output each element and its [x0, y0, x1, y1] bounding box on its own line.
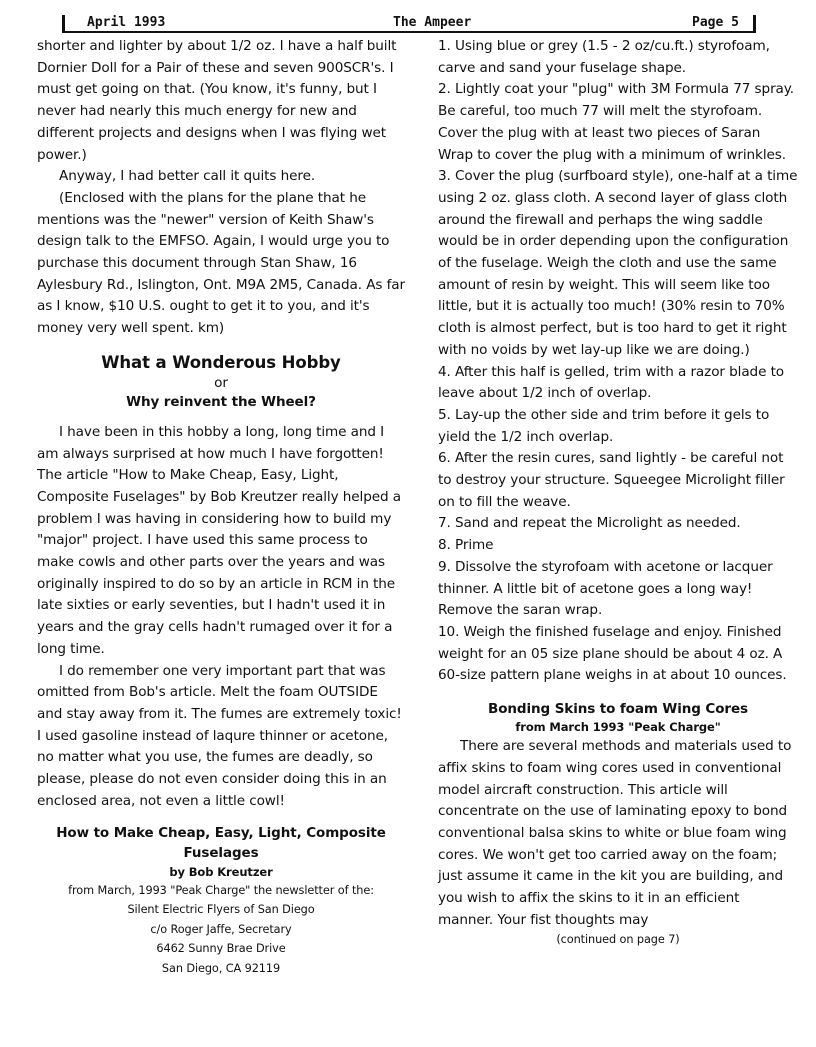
- article-subtitle-wheel: Why reinvent the Wheel?: [126, 393, 316, 410]
- source-line: from March, 1993 "Peak Charge" the newsletter of the:: [68, 883, 374, 897]
- continued-note: (continued on page 7): [556, 933, 680, 947]
- step-item: 1. Using blue or grey (1.5 - 2 oz/cu.ft.) styrofoam, carve and sand your fuselage shape.: [438, 38, 770, 76]
- step-item: 8. Prime: [438, 537, 494, 554]
- article-byline: by Bob Kreutzer: [169, 864, 273, 879]
- step-item: 3. Cover the plug (surfboard style), one-half at a time using 2 oz. glass cloth. A second layer of glass cloth around the firewall and perhaps the wing saddle would be in order depending upon the configuration of the fuselage. Weigh the cloth and use the same amount of resin by weight. This will seem like too little, but it is actually too much! (30% resin to 70% cloth is almost perfect, but is too hard to get it right with no voids by wet lay-up like we are doing.): [438, 168, 798, 358]
- article-source-bonding: from March 1993 "Peak Charge": [515, 720, 721, 735]
- article-title-bonding: Bonding Skins to foam Wing Cores: [488, 701, 748, 718]
- step-item: 4. After this half is gelled, trim with a razor blade to leave about 1/2 inch of overlap.: [438, 363, 785, 402]
- header-page-number: Page 5: [692, 15, 739, 30]
- paragraph-continued: shorter and lighter by about 1/2 oz. I have a half built Dornier Doll for a Pair of these and seven 900SCR's. I must get going on that. (You know, it's funny, but I never had nearly this much energy for new and different projects and designs when I was flying wet power.): [37, 38, 397, 163]
- paragraph-hobby-intro: I have been in this hobby a long, long time and I am always surprised at how much I have forgotten! The article "How to Make Cheap, Easy, Light, Composite Fuselages" by Bob Kreutzer really helped a problem I was having in considering how to build my "major" project. I have used this same process to make cowls and other parts over the years and was originally inspired to do so by an article in RCM in the late sixties or early seventies, but I hadn't used it in years and the gray cells hadn't rumaged over it for a long time.: [37, 423, 402, 657]
- step-item: 2. Lightly coat your "plug" with 3M Formula 77 spray. Be careful, too much 77 will melt the styrofoam. Cover the plug with at least two pieces of Saran Wrap to cover the plug with a minimum of wrinkles.: [438, 81, 795, 163]
- header-date: April 1993: [87, 15, 166, 30]
- step-item: 5. Lay-up the other side and trim before it gels to yield the 1/2 inch overlap.: [438, 406, 770, 445]
- page-header: [62, 15, 756, 33]
- paragraph-fumes-warning: I do remember one very important part that was omitted from Bob's article. Melt the foam OUTSIDE and stay away from it. The fumes are extremely toxic! I used gasoline instead of laqure thinner or acetone, no matter what you use, the fumes are deadly, so please, please do not even consider doing this in an enclosed area, not even a little cowl!: [37, 662, 402, 809]
- header-newsletter-name: The Ampeer: [393, 15, 472, 30]
- article-title-fuselages: How to Make Cheap, Easy, Light, Composite Fuselages: [56, 824, 386, 861]
- step-item: 10. Weigh the finished fuselage and enjoy. Finished weight for an 05 size plane should be about 4 oz. A 60-size pattern plane weighs in at about 10 ounces.: [438, 623, 787, 684]
- right-column: [438, 36, 798, 949]
- source-line: c/o Roger Jaffe, Secretary: [150, 922, 292, 936]
- step-item: 9. Dissolve the styrofoam with acetone or lacquer thinner. A little bit of acetone goes a long way! Remove the saran wrap.: [438, 558, 773, 619]
- title-or: or: [214, 374, 228, 391]
- step-item: 7. Sand and repeat the Microlight as needed.: [438, 515, 741, 532]
- paragraph-bonding: There are several methods and materials used to affix skins to foam wing cores used in conventional model aircraft construction. This article will concentrate on the use of laminating epoxy to bond conventional balsa skins to white or blue foam wing cores. We won't get too carried away on the foam; just assume it came in the kit you are building, and you wish to affix the skins to it in an efficient manner. Your fist thoughts may: [438, 738, 792, 928]
- paragraph-editor-note: (Enclosed with the plans for the plane that he mentions was the "newer" version of Keith Shaw's design talk to the EMFSO. Again, I would urge you to purchase this document through Stan Shaw, 16 Aylesbury Rd., Islington, Ont. M9A 2M5, Canada. As far as I know, $10 U.S. ought to get it to you, and it's money very well spent. km): [37, 189, 406, 337]
- source-line: 6462 Sunny Brae Drive: [156, 942, 286, 955]
- source-line: Silent Electric Flyers of San Diego: [127, 903, 315, 916]
- step-item: 6. After the resin cures, sand lightly - be careful not to destroy your structure. Squeegee Microlight filler on to fill the weave.: [438, 450, 785, 510]
- paragraph-quit: Anyway, I had better call it quits here.: [59, 168, 316, 185]
- article-title-hobby: What a Wonderous Hobby: [101, 352, 341, 372]
- source-line: San Diego, CA 92119: [161, 961, 281, 975]
- left-column: [37, 36, 405, 978]
